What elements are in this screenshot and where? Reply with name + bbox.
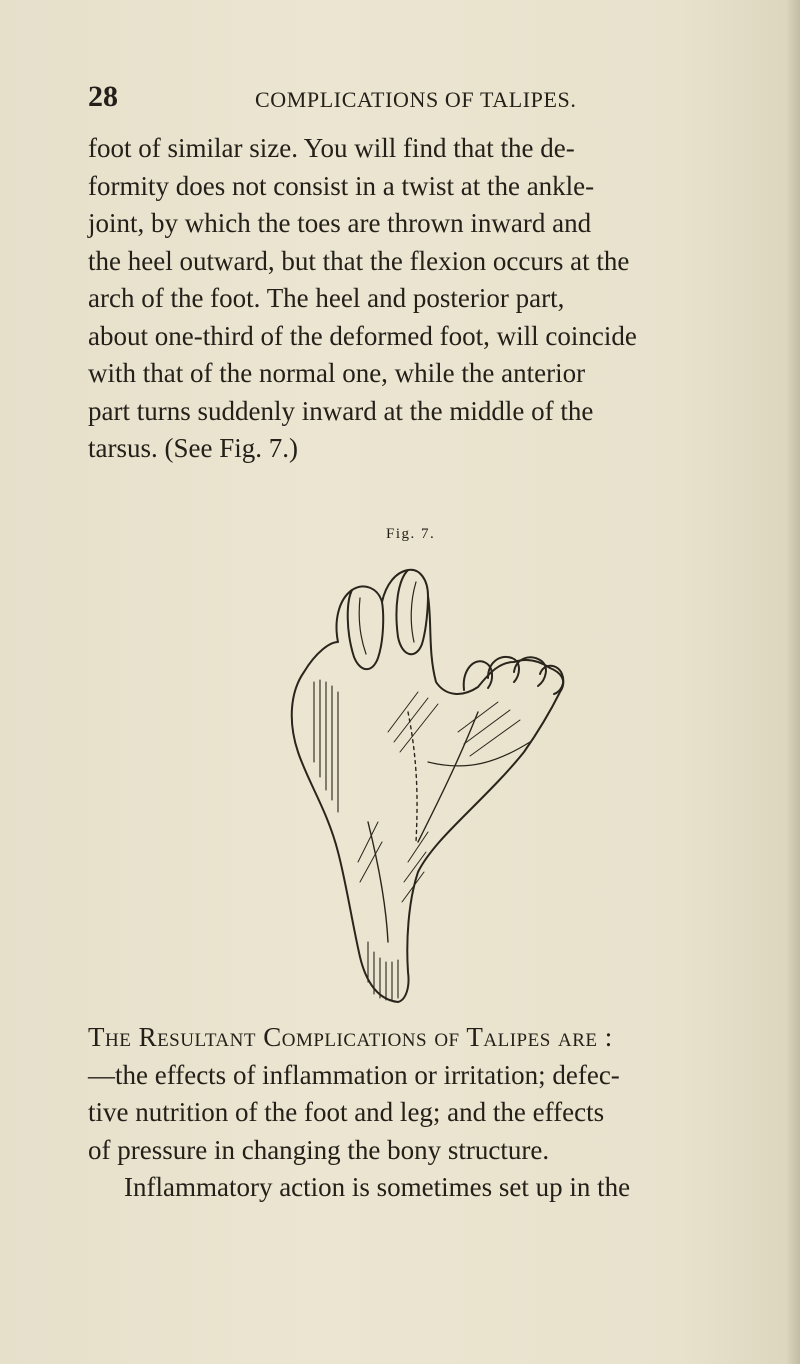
text-line: foot of similar size. You will find that the de- <box>88 133 575 163</box>
foot-illustration <box>268 562 578 1012</box>
text-line: with that of the normal one, while the anterior <box>88 358 586 388</box>
text-line: joint, by which the toes are thrown inward and <box>88 208 592 238</box>
page-edge-shadow <box>786 0 800 1364</box>
text-line: Inflammatory action is sometimes set up in the <box>124 1172 631 1202</box>
text-line: the heel outward, but that the flexion occurs at the <box>88 245 630 276</box>
paragraph-resultant-complications <box>88 1019 778 1207</box>
text-line: —the effects of inflammation or irritation; defec- <box>88 1059 620 1090</box>
text-line: about one-third of the deformed foot, will coincide <box>88 320 637 351</box>
text-line: part turns suddenly inward at the middle of the <box>88 395 594 426</box>
figure-label: Fig. 7. <box>386 526 436 542</box>
running-head: COMPLICATIONS OF TALIPES. <box>255 87 577 112</box>
text-line: tive nutrition of the foot and leg; and the effects <box>88 1097 605 1127</box>
text-line: arch of the foot. The heel and posterior part, <box>88 283 565 313</box>
section-heading: The Resultant Complications of Talipes are : <box>88 1022 613 1052</box>
text-line: tarsus. (See Fig. 7.) <box>88 433 298 463</box>
text-line: formity does not consist in a twist at the ankle- <box>88 170 595 201</box>
paragraph-foot-deformity <box>88 130 778 468</box>
text-line: of pressure in changing the bony structure. <box>88 1134 550 1165</box>
page-header <box>88 80 728 120</box>
page-number: 28 <box>88 80 118 113</box>
